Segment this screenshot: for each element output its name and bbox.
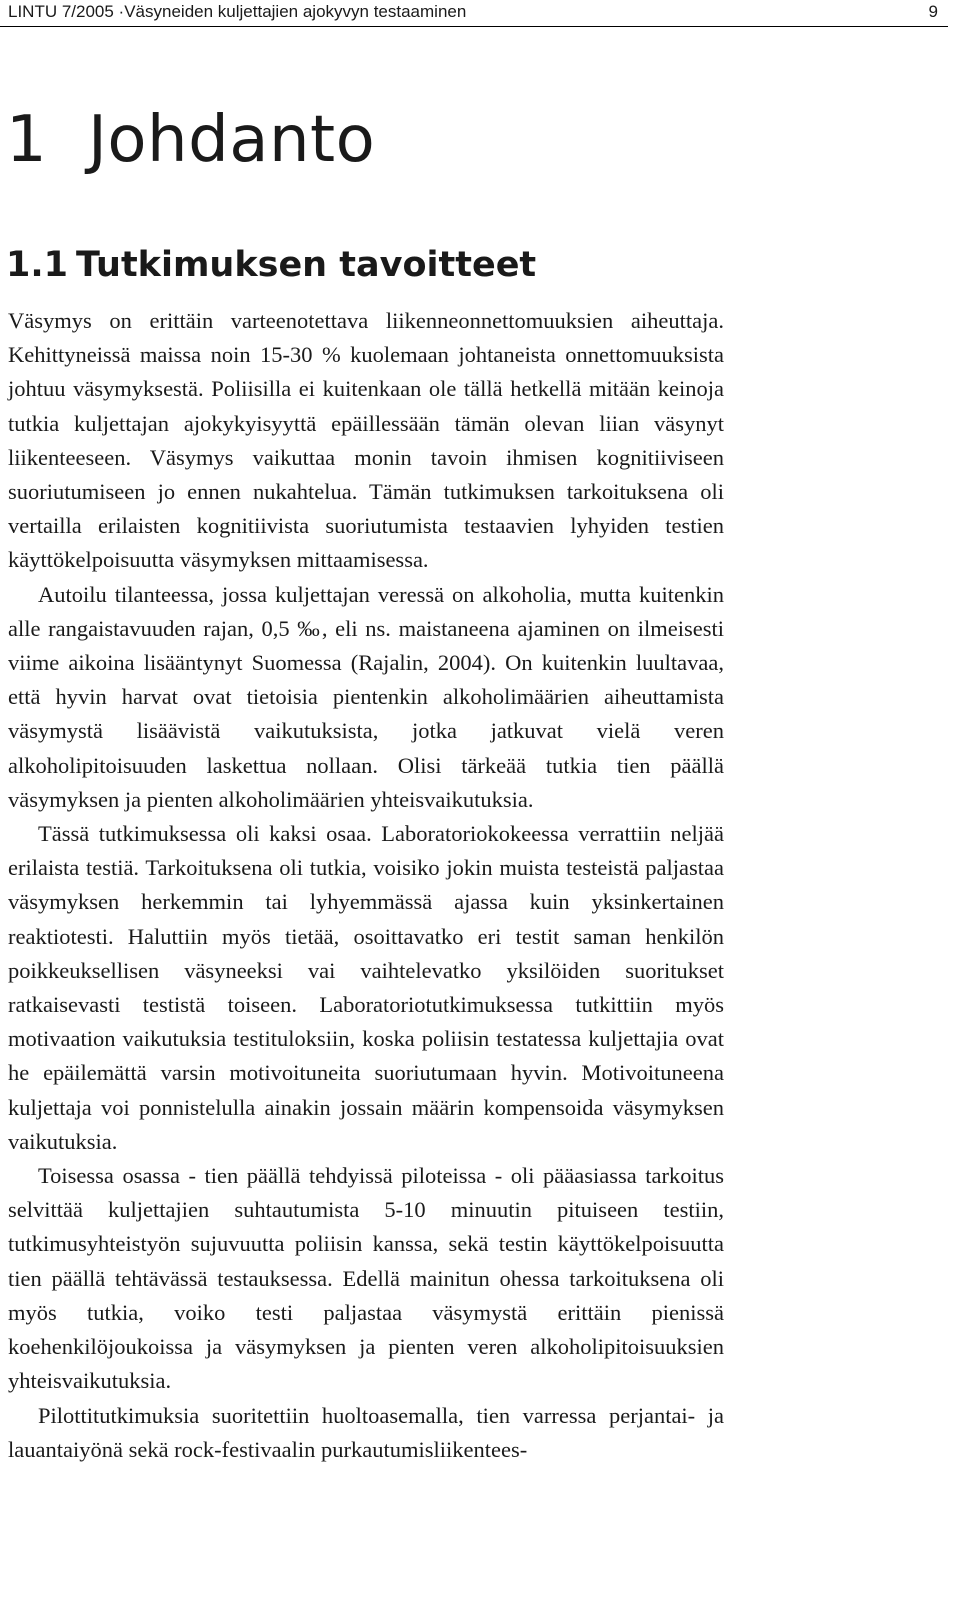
page-number: 9 [928,2,938,21]
chapter-heading [6,104,375,176]
running-header [0,0,948,27]
paragraph: Väsymys on erittäin varteenotettava liikenneonnettomuuksien aiheuttaja. Kehittyneissä maissa noin 15-30 % kuolemaan johtaneista onnettomuuksista johtuu väsymyksestä. Poliisilla ei kuitenkaan ole tällä hetkellä mitään keinoja tutkia kuljettajan ajokykyisyyttä epäillessään tämän olevan liian väsynyt liikenteeseen. Väsymys vaikuttaa monin tavoin ihmisen kognitiiviseen suoriutumiseen jo ennen nukahtelua. Tämän tutkimuksen tarkoituksena oli vertailla erilaisten kognitiivista suoriutumista testaavien lyhyiden testien käyttökelpoisuutta väsymyksen mittaamisessa. [8,308,724,573]
paragraph: Autoilu tilanteessa, jossa kuljettajan veressä on alkoholia, mutta kuitenkin alle rangaistavuuden rajan, 0,5 ‰, eli ns. maistaneena ajaminen on ilmeisesti viime aikoina lisääntynyt Suomessa (Rajalin, 2004). On kuitenkin luultavaa, että hyvin harvat ovat tietoisia pientenkin alkoholimäärien aiheuttamista väsymystä lisäävistä vaikutuksista, jotka jatkuvat vielä veren alkoholipitoisuuden laskettua nollaan. Olisi tärkeää tutkia tien päällä väsymyksen ja pienten alkoholimäärien yhteisvaikutuksia. [8,581,724,812]
paragraph: Pilottitutkimuksia suoritettiin huoltoasemalla, tien varressa perjantai- ja lauantaiyönä sekä rock-festivaalin purkautumisliikentees- [8,1402,724,1462]
body-text [8,304,724,1467]
chapter-number: 1 [6,103,48,177]
paragraph: Toisessa osassa - tien päällä tehdyissä piloteissa - oli pääasiassa tarkoitus selvittää kuljettajien suhtautumista 5-10 minuutin pituiseen testiin, tutkimusyhteistyön sujuvuutta poliisin kanssa, sekä testin käyttökelpoisuutta tien päällä tehtävässä testauksessa. Edellä mainitun ohessa tarkoituksena oli myös tutkia, voiko testi paljastaa väsymystä erittäin pienissä koehenkilöjoukoissa ja väsymyksen ja pienten veren alkoholipitoisuuksien yhteisvaikutuksia. [8,1163,724,1394]
chapter-title: Johdanto [88,103,376,177]
section-number: 1.1 [6,245,69,285]
section-heading [6,244,536,286]
section-title: Tutkimuksen tavoitteet [76,245,537,285]
running-header-title: LINTU 7/2005 ·Väsyneiden kuljettajien ajokyvyn testaaminen [8,2,467,21]
paragraph: Tässä tutkimuksessa oli kaksi osaa. Laboratoriokokeessa verrattiin neljää erilaista testiä. Tarkoituksena oli tutkia, voisiko jokin muista testeistä paljastaa väsymyksen herkemmin tai lyhyemmässä ajassa kuin yksinkertainen reaktiotesti. Haluttiin myös tietää, osoittavatko eri testit saman henkilön poikkeuksellisen väsyneeksi vai vaihtelevatko yksilöiden suoritukset ratkaisevasti testistä toiseen. Laboratoriotutkimuksessa tutkittiin myös motivaation vaikutuksia testituloksiin, koska poliisin testatessa kuljettajia ovat he epäilemättä varsin motivoituneita suoriutumaan hyvin. Motivoituneena kuljettaja voi ponnistelulla ainakin jossain määrin kompensoida väsymyksen vaikutuksia. [8,821,724,1154]
